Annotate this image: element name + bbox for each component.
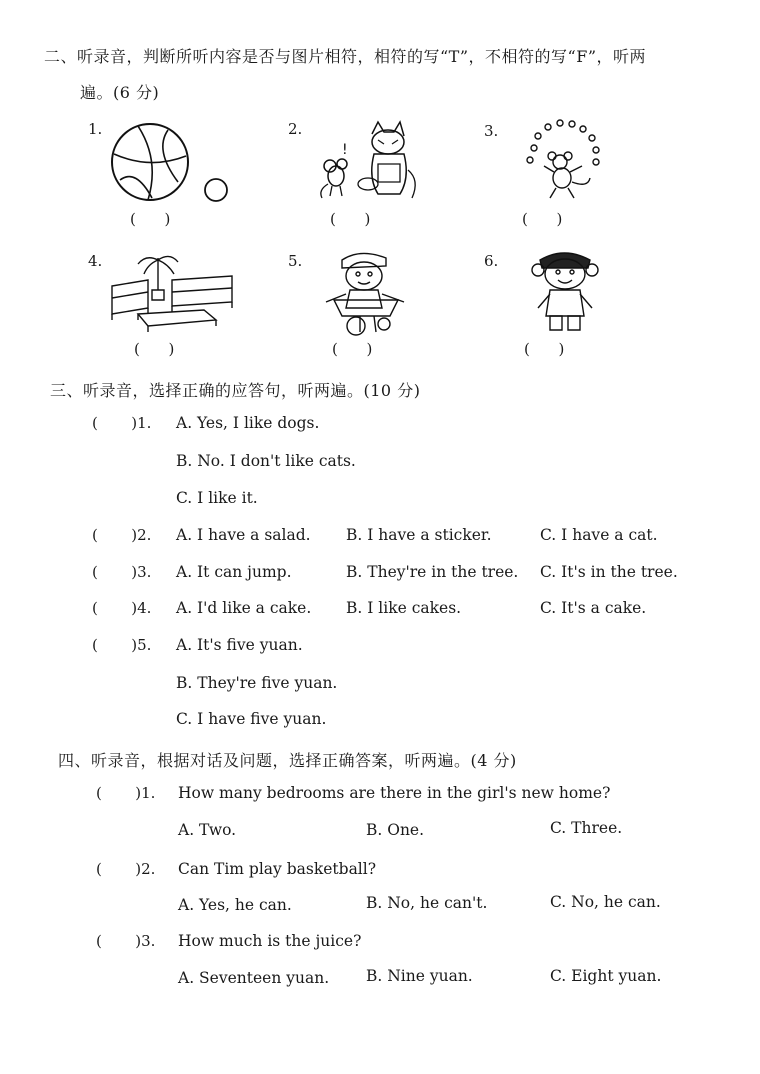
option-a: A. It's five yuan. xyxy=(176,636,303,654)
option-b: B. They're five yuan. xyxy=(176,674,338,692)
option-a: A. Yes, he can. xyxy=(178,896,292,914)
option-a: A. Yes, I like dogs. xyxy=(176,414,320,432)
option-b: B. No. I don't like cats. xyxy=(176,452,356,470)
section-3-title: 三、听录音，选择正确的应答句，听两遍。(10 分) xyxy=(50,381,421,400)
option-c: C. I like it. xyxy=(176,489,258,507)
option-a: A. Two. xyxy=(178,821,237,839)
picture-item-number: 6. xyxy=(484,252,499,270)
answer-blank-question-number[interactable]: ( )3. xyxy=(92,563,152,581)
question-text: Can Tim play basketball? xyxy=(178,860,377,878)
option-a: A. Seventeen yuan. xyxy=(178,969,330,987)
answer-blank-question-number[interactable]: ( )1. xyxy=(92,414,152,432)
answer-blank[interactable]: ( ) xyxy=(332,340,373,358)
living-room-sofa-icon xyxy=(108,250,238,336)
option-c: C. I have five yuan. xyxy=(176,710,327,728)
answer-blank-question-number[interactable]: ( )1. xyxy=(96,784,156,802)
option-c: C. It's in the tree. xyxy=(540,563,678,581)
svg-text:!: ! xyxy=(342,142,348,158)
answer-blank[interactable]: ( ) xyxy=(130,210,171,228)
answer-blank[interactable]: ( ) xyxy=(330,210,371,228)
answer-blank-question-number[interactable]: ( )4. xyxy=(92,599,152,617)
option-a: A. I have a salad. xyxy=(176,526,311,544)
boy-with-cart-icon xyxy=(320,246,410,338)
section-2-title-line-2: 遍。(6 分) xyxy=(80,83,160,102)
option-b: B. No, he can't. xyxy=(366,894,488,912)
mouse-and-cat-icon xyxy=(308,118,428,208)
option-b: B. They're in the tree. xyxy=(346,563,519,581)
answer-blank-question-number[interactable]: ( )5. xyxy=(92,636,152,654)
option-b: B. I have a sticker. xyxy=(346,526,492,544)
picture-item-number: 1. xyxy=(88,120,103,138)
picture-item-number: 2. xyxy=(288,120,303,138)
question-text: How many bedrooms are there in the girl's new home? xyxy=(178,784,611,802)
section-4-title: 四、听录音，根据对话及问题，选择正确答案，听两遍。(4 分) xyxy=(58,751,517,770)
answer-blank-question-number[interactable]: ( )2. xyxy=(92,526,152,544)
mouse-juggling-icon xyxy=(520,118,610,208)
option-a: A. It can jump. xyxy=(176,563,292,581)
picture-item-number: 5. xyxy=(288,252,303,270)
section-2-title-line-1: 二、听录音，判断所听内容是否与图片相符，相符的写“T”，不相符的写“F”，听两 xyxy=(44,47,646,66)
option-a: A. I'd like a cake. xyxy=(176,599,312,617)
option-c: C. No, he can. xyxy=(550,893,661,911)
answer-blank-question-number[interactable]: ( )2. xyxy=(96,860,156,878)
question-text: How much is the juice? xyxy=(178,932,362,950)
picture-item-number: 4. xyxy=(88,252,103,270)
answer-blank[interactable]: ( ) xyxy=(524,340,565,358)
answer-blank[interactable]: ( ) xyxy=(134,340,175,358)
picture-item-number: 3. xyxy=(484,122,499,140)
answer-blank-question-number[interactable]: ( )3. xyxy=(96,932,156,950)
option-c: C. Three. xyxy=(550,819,623,837)
basketball-and-ball-icon xyxy=(108,120,238,210)
option-c: C. It's a cake. xyxy=(540,599,647,617)
option-c: C. I have a cat. xyxy=(540,526,658,544)
option-b: B. One. xyxy=(366,821,425,839)
option-c: C. Eight yuan. xyxy=(550,967,662,985)
option-b: B. I like cakes. xyxy=(346,599,462,617)
option-b: B. Nine yuan. xyxy=(366,967,473,985)
answer-blank[interactable]: ( ) xyxy=(522,210,563,228)
monkey-icon xyxy=(530,246,600,338)
